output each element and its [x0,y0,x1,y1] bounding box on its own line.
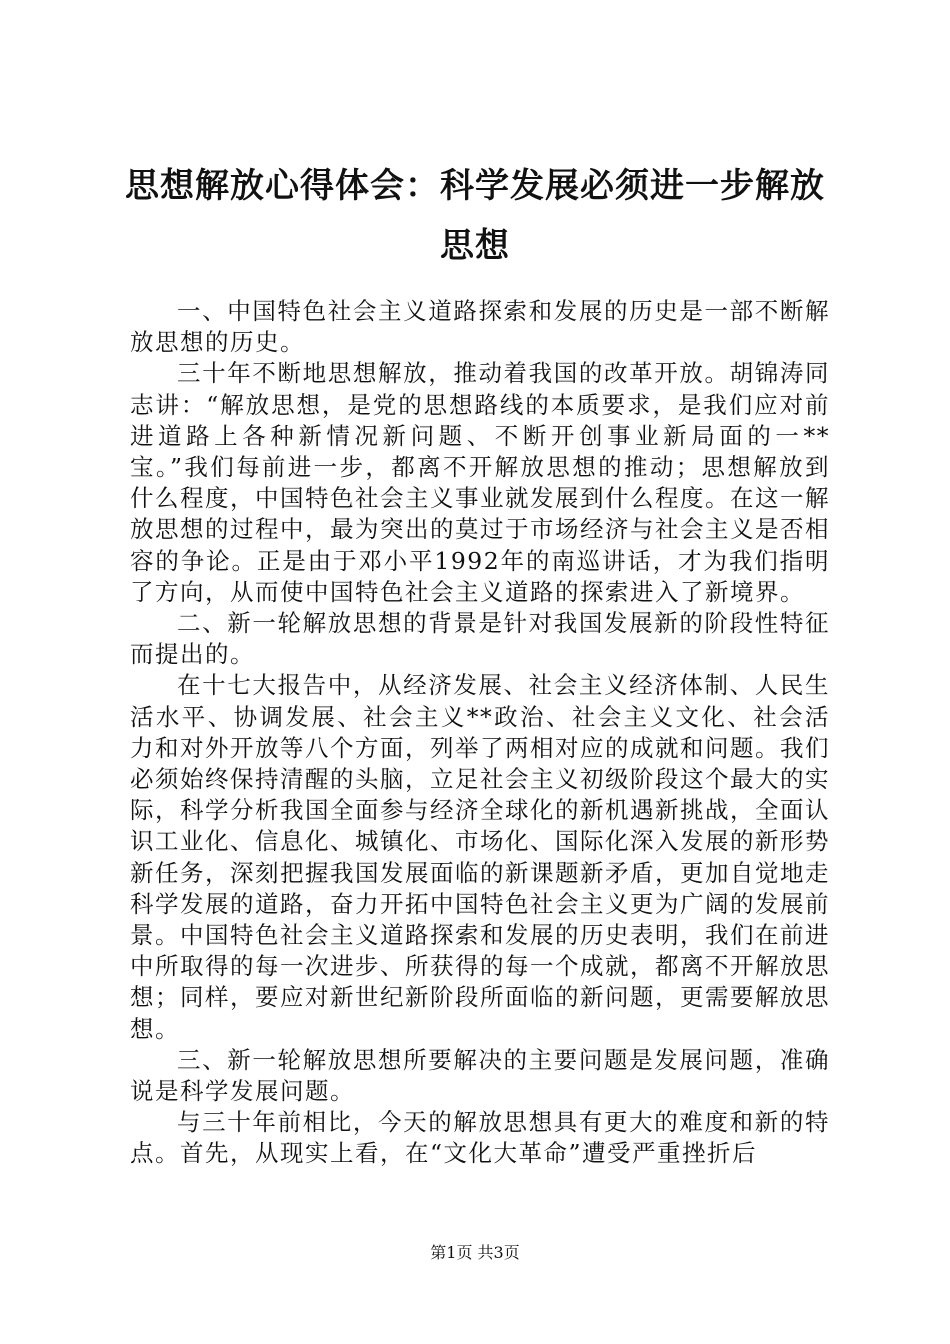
paragraph: 三十年不断地思想解放，推动着我国的改革开放。胡锦涛同志讲：“解放思想，是党的思想路线的本质要求，是我们应对前进道路上各种新情况新问题、不断开创事业新局面的一**宝。”我们每前进一步，都离不开解放思想的推动；思想解放到什么程度，中国特色社会主义事业就发展到什么程度。在这一解放思想的过程中，最为突出的莫过于市场经济与社会主义是否相容的争论。正是由于邓小平1992年的南巡讲话，才为我们指明了方向，从而使中国特色社会主义道路的探索进入了新境界。 [130,359,830,606]
paragraph: 在十七大报告中，从经济发展、社会主义经济体制、人民生活水平、协调发展、社会主义**政治、社会主义文化、社会活力和对外开放等八个方面，列举了两相对应的成就和问题。我们必须始终保持清醒的头脑，立足社会主义初级阶段这个最大的实际，科学分析我国全面参与经济全球化的新机遇新挑战，全面认识工业化、信息化、城镇化、市场化、国际化深入发展的新形势新任务，深刻把握我国发展面临的新课题新矛盾，更加自觉地走科学发展的道路，奋力开拓中国特色社会主义更为广阔的发展前景。中国特色社会主义道路探索和发展的历史表明，我们在前进中所取得的每一次进步、所获得的每一个成就，都离不开解放思想；同样，要应对新世纪新阶段所面临的新问题，更需要解放思想。 [130,671,830,1043]
paragraph: 一、中国特色社会主义道路探索和发展的历史是一部不断解放思想的历史。 [130,297,830,357]
paragraph: 与三十年前相比，今天的解放思想具有更大的难度和新的特点。首先，从现实上看，在“文化大革命”遭受严重挫折后 [130,1108,830,1168]
document-title: 思想解放心得体会：科学发展必须进一步解放思想 [125,166,825,266]
page-footer: 第1页 共3页 [430,1243,520,1262]
paragraph: 二、新一轮解放思想的背景是针对我国发展新的阶段性特征而提出的。 [130,609,830,669]
paragraph: 三、新一轮解放思想所要解决的主要问题是发展问题，准确说是科学发展问题。 [130,1045,830,1106]
document-body [130,296,830,1170]
